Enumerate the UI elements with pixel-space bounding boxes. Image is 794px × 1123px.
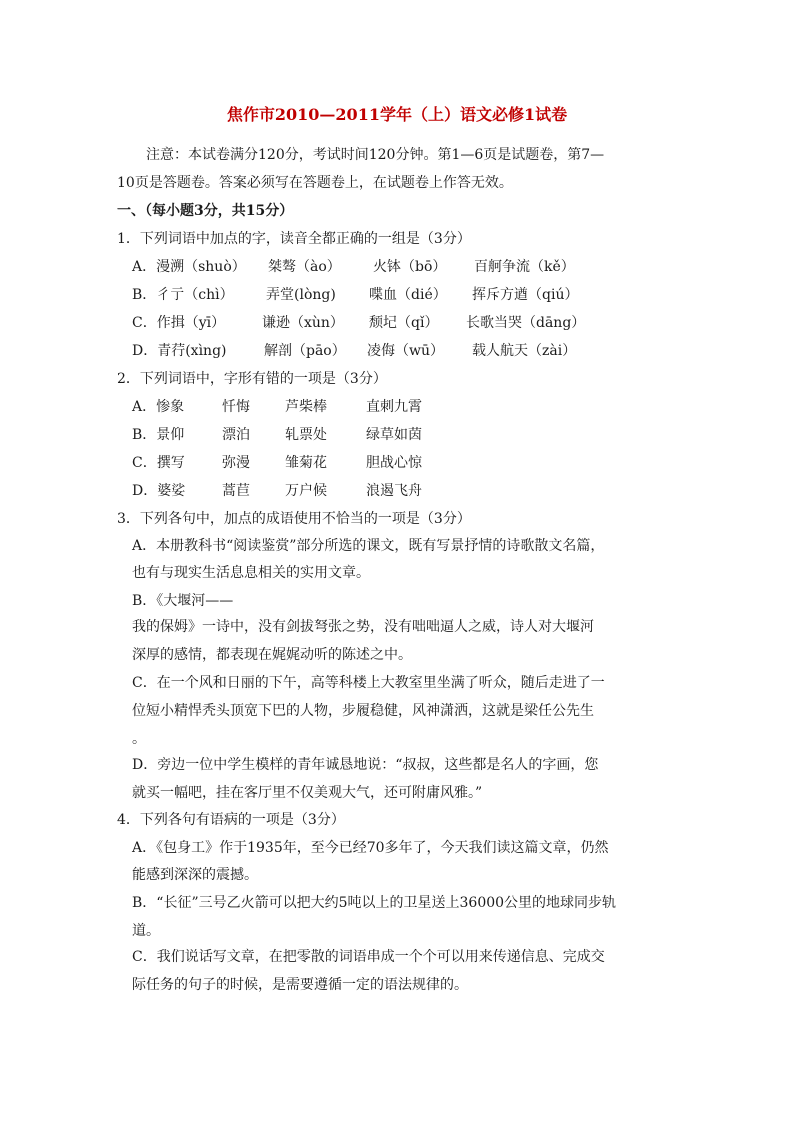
q1-option-c-4: 长歌当哭（dāng） bbox=[466, 315, 586, 331]
q2-option-b-3: 轧票处 bbox=[285, 427, 327, 443]
q1-option-a-2: 桀骜（ào） bbox=[268, 259, 341, 275]
q3-line-7: 位短小精悍秃头顶宽下巴的人物，步履稳健，风神潇洒，这就是梁任公先生 bbox=[132, 703, 594, 719]
q1-option-d-1: D．青荇(xìng) bbox=[132, 343, 227, 359]
q3-line-2: 也有与现实生活息息相关的实用文章。 bbox=[132, 565, 370, 581]
exam-title: 焦作市2010—2011学年（上）语文必修1试卷 bbox=[226, 105, 568, 124]
q1-option-b-4: 挥斥方遒（qiú） bbox=[472, 287, 579, 303]
q3-line-9: D．旁边一位中学生模样的青年诚恳地说：“叔叔，这些都是名人的字画，您 bbox=[132, 757, 599, 773]
section-heading: 一、（每小题3分，共15分） bbox=[117, 203, 294, 219]
q2-stem: 2．下列词语中，字形有错的一项是（3分） bbox=[117, 371, 387, 387]
q4-line-6: 际任务的句子的时候，是需要遵循一定的语法规律的。 bbox=[132, 977, 468, 993]
q2-option-a-4: 直刺九霄 bbox=[366, 399, 422, 415]
q3-line-1: A．本册教科书“阅读鉴赏”部分所选的课文，既有写景抒情的诗歌散文名篇， bbox=[132, 538, 605, 554]
q1-option-b-3: 喋血（dié） bbox=[369, 287, 447, 303]
q1-option-d-4: 载人航天（zài） bbox=[472, 343, 577, 359]
q2-option-c-1: C．撰写 bbox=[132, 455, 185, 471]
q4-line-1: A．《包身工》作于1935年，至今已经70多年了，今天我们读这篇文章，仍然 bbox=[132, 840, 609, 856]
q2-option-b-4: 绿草如茵 bbox=[366, 427, 422, 443]
q1-option-a-4: 百舸争流（kě） bbox=[474, 259, 575, 275]
q2-option-a-3: 芦柴棒 bbox=[285, 399, 327, 415]
q3-line-4: 我的保姆》一诗中，没有剑拔弩张之势，没有咄咄逼人之威，诗人对大堰河 bbox=[132, 619, 594, 635]
q1-option-b-2: 弄堂(lòng) bbox=[266, 287, 336, 303]
q1-stem: 1．下列词语中加点的字，读音全都正确的一组是（3分） bbox=[117, 231, 471, 247]
q2-option-c-4: 胆战心惊 bbox=[366, 455, 422, 471]
q1-option-c-1: C．作揖（yī） bbox=[132, 315, 226, 331]
q4-stem: 4．下列各句有语病的一项是（3分） bbox=[117, 812, 345, 828]
q2-option-b-1: B．景仰 bbox=[132, 427, 185, 443]
q3-line-10: 就买一幅吧，挂在客厅里不仅美观大气，还可附庸风雅。” bbox=[132, 785, 483, 801]
q4-line-4: 道。 bbox=[132, 923, 160, 939]
q2-option-d-4: 浪遏飞舟 bbox=[366, 483, 422, 499]
notice-line-1: 注意：本试卷满分120分，考试时间120分钟。第1—6页是试题卷，第7— bbox=[146, 147, 605, 163]
notice-line-2: 10页是答题卷。答案必须写在答题卷上，在试题卷上作答无效。 bbox=[117, 175, 513, 191]
q2-option-d-3: 万户候 bbox=[285, 483, 327, 499]
q1-option-d-2: 解剖（pāo） bbox=[264, 343, 346, 359]
q1-option-a-1: A．漫溯（shuò） bbox=[132, 259, 246, 275]
q3-line-3: B．《大堰河—— bbox=[132, 593, 234, 609]
q1-option-c-2: 谦逊（xùn） bbox=[262, 315, 344, 331]
q3-line-8: 。 bbox=[132, 731, 146, 747]
q3-line-6: C．在一个风和日丽的下午，高等科楼上大教室里坐满了听众，随后走进了一 bbox=[132, 675, 605, 691]
q2-option-d-2: 蒿苣 bbox=[222, 483, 250, 499]
q4-line-3: B．“长征”三号乙火箭可以把大约5吨以上的卫星送上36000公里的地球同步轨 bbox=[132, 895, 617, 911]
q3-line-5: 深厚的感情，都表现在娓娓动听的陈述之中。 bbox=[132, 647, 412, 663]
q4-line-5: C．我们说话写文章，在把零散的词语串成一个个可以用来传递信息、完成交 bbox=[132, 949, 605, 965]
q1-option-b-1: B．彳亍（chì） bbox=[132, 287, 234, 303]
q1-option-a-3: 火钵（bō） bbox=[373, 259, 447, 275]
q3-stem: 3．下列各句中，加点的成语使用不恰当的一项是（3分） bbox=[117, 511, 471, 527]
q2-option-c-3: 雏菊花 bbox=[285, 455, 327, 471]
q2-option-d-1: D．婆娑 bbox=[132, 483, 186, 499]
q4-line-2: 能感到深深的震撼。 bbox=[132, 867, 258, 883]
q2-option-a-2: 忏悔 bbox=[222, 399, 250, 415]
q2-option-c-2: 弥漫 bbox=[222, 455, 250, 471]
q2-option-b-2: 漂泊 bbox=[222, 427, 250, 443]
q2-option-a-1: A．惨象 bbox=[132, 399, 185, 415]
q1-option-d-3: 凌侮（wū） bbox=[367, 343, 444, 359]
q1-option-c-3: 颓圮（qǐ） bbox=[369, 315, 439, 331]
